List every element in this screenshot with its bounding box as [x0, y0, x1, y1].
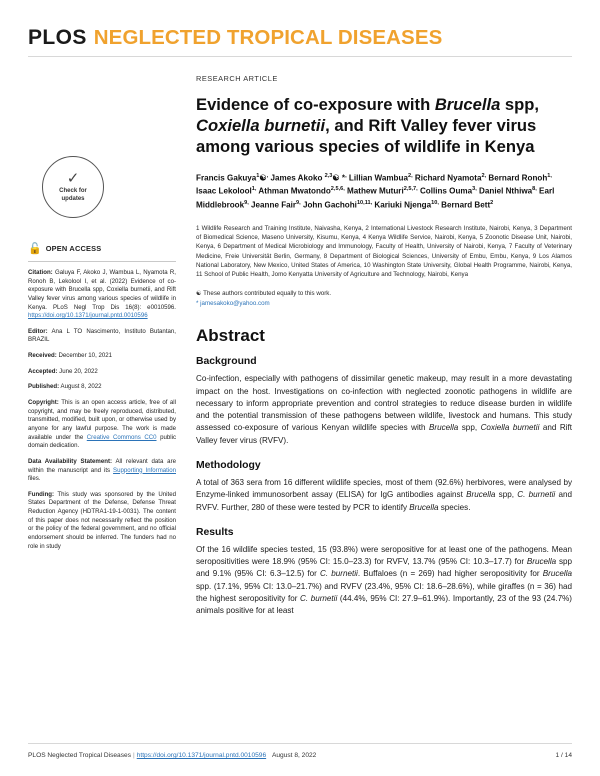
masthead — [28, 26, 572, 56]
supporting-information-link[interactable]: Supporting Information — [113, 466, 176, 474]
data-availability-text: All relevant data are within the manuscript and its — [28, 457, 176, 474]
citation-heading: Citation: — [28, 269, 53, 276]
creative-commons-link[interactable]: Creative Commons CC0 — [86, 433, 157, 441]
corresponding-author-email[interactable]: * jamesakoko@yahoo.com — [196, 299, 270, 307]
article-title: Evidence of co-exposure with Brucella spp, Coxiella burnetii, and Rift Valley fever virus among various species of wildlife in Kenya — [196, 95, 540, 157]
crossmark-check-for-updates-badge[interactable] — [42, 156, 104, 218]
author-list: Francis Gakuya$^1$☯, James Akoko $^{2,3}$☯ *, Lillian Wambua$^{2,}$ Richard Nyamota$^{2,}$ Bernard Ronoh$^{1,}$ Isaac Lekolool$^{1,}$ Athman Mwatondo$^{2,5,6,}$ Mathew Muturi$^{2,5,7,}$ Collins Ouma$^{3,}$ Daniel Nthiwa$^{8,}$ Earl Middlebrook$^{9,}$ Jeanne Fair$^{9,}$ John Gachohi$^{10,11,}$ Kariuki Njenga$^{10,}$ Bernard Bett$^2$ — [196, 173, 555, 210]
editor-block — [28, 328, 176, 345]
section-heading-methodology: Methodology — [196, 460, 261, 471]
data-availability-heading: Data Availability Statement: — [28, 457, 113, 465]
checkmark-icon: ✓ — [66, 170, 80, 188]
copyright-text: This is an open access article, free of all copyright, and may be freely reproduced, distributed, transmitted, modified, built upon, or otherwise used by anyone for any lawful purpose. The work is made available under the — [28, 399, 176, 441]
footer-divider — [28, 743, 572, 744]
article-type-label: RESEARCH ARTICLE — [196, 74, 278, 83]
editor-heading: Editor: — [28, 327, 48, 335]
funding-heading: Funding: — [28, 490, 55, 498]
accepted-heading: Accepted: — [28, 367, 58, 375]
affiliations: 1 Wildlife Research and Training Institute, Naivasha, Kenya, 2 International Livestock Research Institute, Nairobi, Kenya, 3 Department of Biomedical Science, Maseno University, Kisumu, Kenya, 4 Kenya Wildlife Service, Nairobi, Kenya, 5 Zoonotic Disease Unit, Nairobi, Kenya, 6 Department of Medical Microbiology and Immunology, Faculty of Health, University of Nairobi, Kenya, 7 Faculty of Veterinary Medicine, Freie Universität Berlin, Germany, 8 Department of Biological Sciences, University of Embu, Embu, Kenya, 9 Los Alamos National Laboratory, New Mexico, United States of America, 10 Washington State University, Global Health Programme, Nairobi, Kenya, 11 School of Public Health, Jomo Kenyatta University of Agriculture and Technology, Nairobi, Kenya — [196, 224, 572, 279]
abstract-sections — [196, 356, 572, 617]
article-main-column — [196, 74, 572, 631]
metadata-sidebar — [28, 74, 176, 558]
footer-journal: PLOS Neglected Tropical Diseases — [28, 752, 131, 759]
citation-text: Galuya F, Akoko J, Wambua L, Nyamota R, Ronoh B, Lekolool I, et al. (2022) Evidence of co-exposure with Brucella spp, Coxiella burnetii, and Rift Valley fever virus among various species of wildlife in Kenya. PLoS Negl Trop Dis 16(8): e0010596. — [28, 269, 176, 311]
data-availability-text-after: files. — [28, 475, 41, 483]
section-heading-background: Background — [196, 356, 257, 368]
published-date: August 8, 2022 — [59, 383, 102, 391]
footer-date: August 8, 2022 — [271, 752, 317, 759]
masthead-divider — [28, 56, 572, 57]
abstract-heading: Abstract — [196, 326, 265, 346]
open-access-label: OPEN ACCESS — [45, 244, 102, 254]
open-access-banner — [28, 244, 176, 255]
accepted-date: June 20, 2022 — [57, 367, 98, 375]
received-heading: Received: — [28, 352, 57, 360]
section-text-results: Of the 16 wildlife species tested, 15 (93.8%) were seropositive for at least one of the pathogens. Mean seropositivities were 18.9% (95% CI: 15.0–23.3) for RVFV, 13.7% (95% CI: 10.3–17.7) for Brucella spp and 9.1% (95% CI: 6.3–12.5) for C. burnetii. Buffaloes (n = 269) had higher seropositivity for Brucella spp. (17.1%, 95% CI: 13.0–21.7%) and RVFV (23.4%, 95% CI: 18.6–28.6%), while giraffes (n = 36) had the highest seropositivity for C. burnetii (44.4%, 95% CI: 27.9–61.9%). Importantly, 23 of the 93 (24.7%) animals positive for at least — [196, 544, 572, 616]
editor-text: Ana L TO Nascimento, Instituto Butantan, BRAZIL — [28, 327, 176, 344]
footer-left: PLOS Neglected Tropical Diseases | https://doi.org/10.1371/journal.pntd.0010596 August 8, 2022 — [28, 752, 317, 759]
check-updates-line1: Check for — [59, 188, 87, 195]
copyright-text-after: public domain dedication. — [28, 433, 176, 450]
footer-doi-link[interactable]: https://doi.org/10.1371/journal.pntd.0010596 — [136, 752, 267, 759]
funding-block — [28, 491, 176, 551]
section-heading-results: Results — [196, 526, 234, 538]
footer-page-number: 1 / 14 — [555, 752, 572, 759]
check-updates-line2: updates — [61, 195, 85, 202]
section-text-methodology: A total of 363 sera from 16 different wildlife species, most of them (92.6%) herbivores, were analysed by Enzyme-linked immunosorbent assay (ELISA) for IgG antibodies against Brucella spp, C. burnetii and RVFV. Further, 280 of these were tested by PCR to identify Brucella species. — [196, 478, 572, 512]
metadata-list — [28, 269, 176, 551]
accepted-block — [28, 368, 176, 377]
section-text-background: Co-infection, especially with pathogens of dissimilar genetic makeup, may result in a more devastating impact on the host. Investigations on co-infection with neglected zoonotic pathogens in wildlife are necessary to inform appropriate prevention and control strategies to reduce disease burden in wildlife and the potential transmission of these pathogens between wildlife, livestock and humans. This study assessed co-exposure of various Kenyan wildlife species with Brucella spp, Coxiella burnetii and Rift Valley fever virus (RVFV). — [196, 374, 573, 445]
open-access-divider — [28, 261, 176, 262]
plos-logo: PLOS — [28, 26, 87, 49]
journal-title: NEGLECTED TROPICAL DISEASES — [93, 26, 443, 49]
page-footer — [28, 752, 572, 759]
copyright-heading: Copyright: — [28, 399, 59, 407]
citation-doi-link[interactable]: https://doi.org/10.1371/journal.pntd.0010596 — [28, 312, 148, 320]
published-heading: Published: — [28, 383, 60, 391]
data-availability-block — [28, 458, 176, 484]
unlock-icon: 🔓 — [28, 243, 42, 255]
received-block — [28, 352, 176, 361]
funding-text: This study was sponsored by the United States Department of the Defense, Defense Threat Reduction Agency (HDTRA1-19-1-0031). The content of this paper does not necessarily reflect the position or the policy of the federal government, and no official endorsement should be inferred. The funders had no role in study — [28, 490, 176, 550]
published-block — [28, 383, 176, 392]
citation-block — [28, 269, 176, 321]
copyright-block — [28, 399, 176, 451]
equal-contribution-note: ☯ These authors contributed equally to this work. — [196, 289, 332, 297]
received-date: December 10, 2021 — [56, 352, 113, 360]
